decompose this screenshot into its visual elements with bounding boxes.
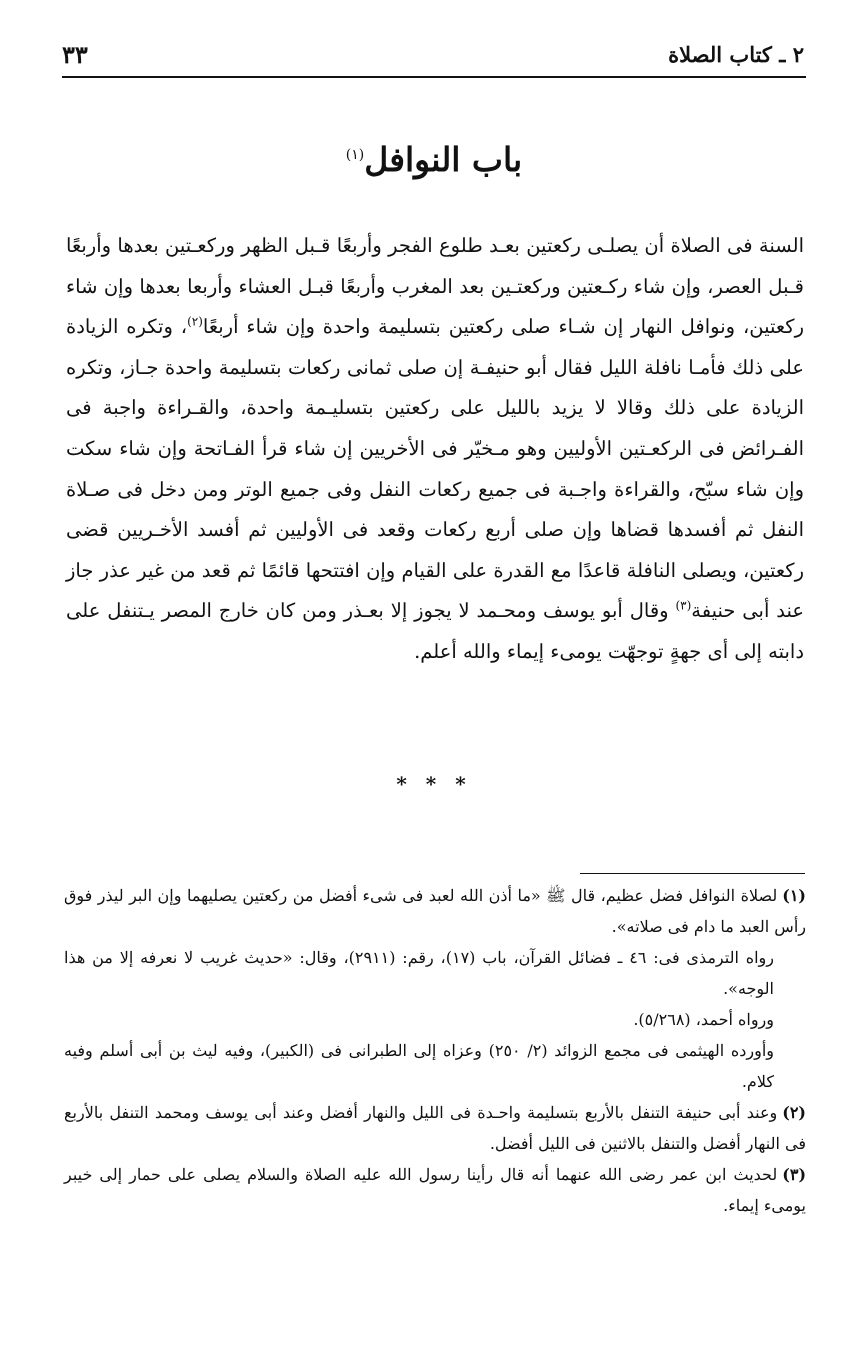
footnote-ref-3: (٣) [675, 598, 692, 613]
footnote-1-source-ahmad: ورواه أحمد، (٥/٢٦٨). [633, 1010, 774, 1029]
footnote-number: (٣) [782, 1165, 807, 1184]
footnote-1-source-tirmidhi: رواه الترمذى فى: ٤٦ ـ فضائل القرآن، باب (١٧)، رقم: (٢٩١١)، وقال: «حديث غريب لا نعرفه إلا من هذا الوجه». [64, 948, 775, 998]
footnote-rule [580, 873, 805, 874]
body-text-part-2: ، وتكره الزيادة على ذلك فأمـا نافلة الليل فقال أبو حنيفـة إن صلى ثمانى ركعات بتسليمة واحدة جـاز، وتكره الزيادة على ذلك وقالا لا يزيد بالليل على ركعتين بتسليـمة واحدة، والقـراءة واجبة فى الفـرائض فى الركعـتين الأوليين وهو مـخيّر فى الأخريين إن شاء قرأ الفـاتحة وإن شاء سكت وإن شاء سبّح، والقراءة واجـبة فى جميع ركعات النفل وفى جميع الوتر ومن دخل فى صـلاة النفل ثم أفسدها قضاها وإن صلى أربع ركعات وقعد فى الأوليين ثم أفسد الأخـريين قضى ركعتين، ويصلى النافلة قاعدًا مع القدرة على القيام وإن افتتحها قائمًا ثم قعد من غير عذر جاز عند أبى حنيفة [66, 315, 804, 623]
body-text-part-1: السنة فى الصلاة أن يصلـى ركعتين بعـد طلوع الفجر وأربعًا قـبل الظهر وركعـتين بعدها وأربعًا قـبل العصر، وإن شاء ركـعتين وركعتـين بعد المغرب وأربعًا قبـل العشاء وأربعا بعدها وإن شاء ركعتين، ونوافل النهار إن شـاء صلى ركعتين بتسليمة واحدة وإن شاء أربعًا [66, 234, 804, 339]
footnote-ref-1: (١) [345, 147, 365, 163]
footnote-number: (١) [782, 886, 806, 905]
running-head [62, 38, 804, 74]
footnote-1-source-haythami: وأورده الهيثمى فى مجمع الزوائد (٢/ ٢٥٠) وعزاه إلى الطبرانى فى (الكبير)، وفيه ليث بن أبى أسلم وفيه كلام. [64, 1041, 775, 1091]
footnotes [64, 880, 806, 1221]
footnote-number: (٢) [782, 1103, 806, 1122]
page-number: ٣٣ [62, 40, 88, 69]
section-ornament: * * * [396, 772, 472, 796]
footnote-2 [64, 1097, 806, 1159]
body-text-part-3: وقال أبو يوسف ومحـمد لا يجوز إلا بعـذر ومن كان خارج المصر يـتنفل على دابته إلى أى جهةٍ توجهّت يومىء إيماء والله أعلم. [66, 599, 804, 663]
chapter-title [0, 140, 868, 179]
header-rule [62, 76, 806, 78]
body-paragraph [66, 226, 804, 673]
footnote-text: وعند أبى حنيفة التنفل بالأربع بتسليمة واحـدة فى الليل والنهار أفضل وعند أبى يوسف ومحمد التنفل بالأربع فى النهار أفضل والتنفل بالاثنين فى الليل أفضل. [64, 1103, 806, 1153]
footnote-1 [64, 880, 806, 942]
chapter-title-text: باب النوافل [364, 140, 523, 179]
footnote-ref-2: (٢) [187, 314, 203, 329]
footnote-3 [64, 1159, 806, 1221]
footnote-text: لصلاة النوافل فضل عظيم، قال ﷺ «ما أذن الله لعبد فى شىء أفضل من ركعتين يصليهما وإن البر ليذر فوق رأس العبد ما دام فى صلاته». [64, 886, 806, 936]
footnote-text: لحديث ابن عمر رضى الله عنهما أنه قال رأينا رسول الله عليه الصلاة والسلام يصلى على حمار إلى خيبر يومىء إيماء. [64, 1165, 806, 1215]
section-name: ٢ ـ كتاب الصلاة [668, 42, 804, 67]
